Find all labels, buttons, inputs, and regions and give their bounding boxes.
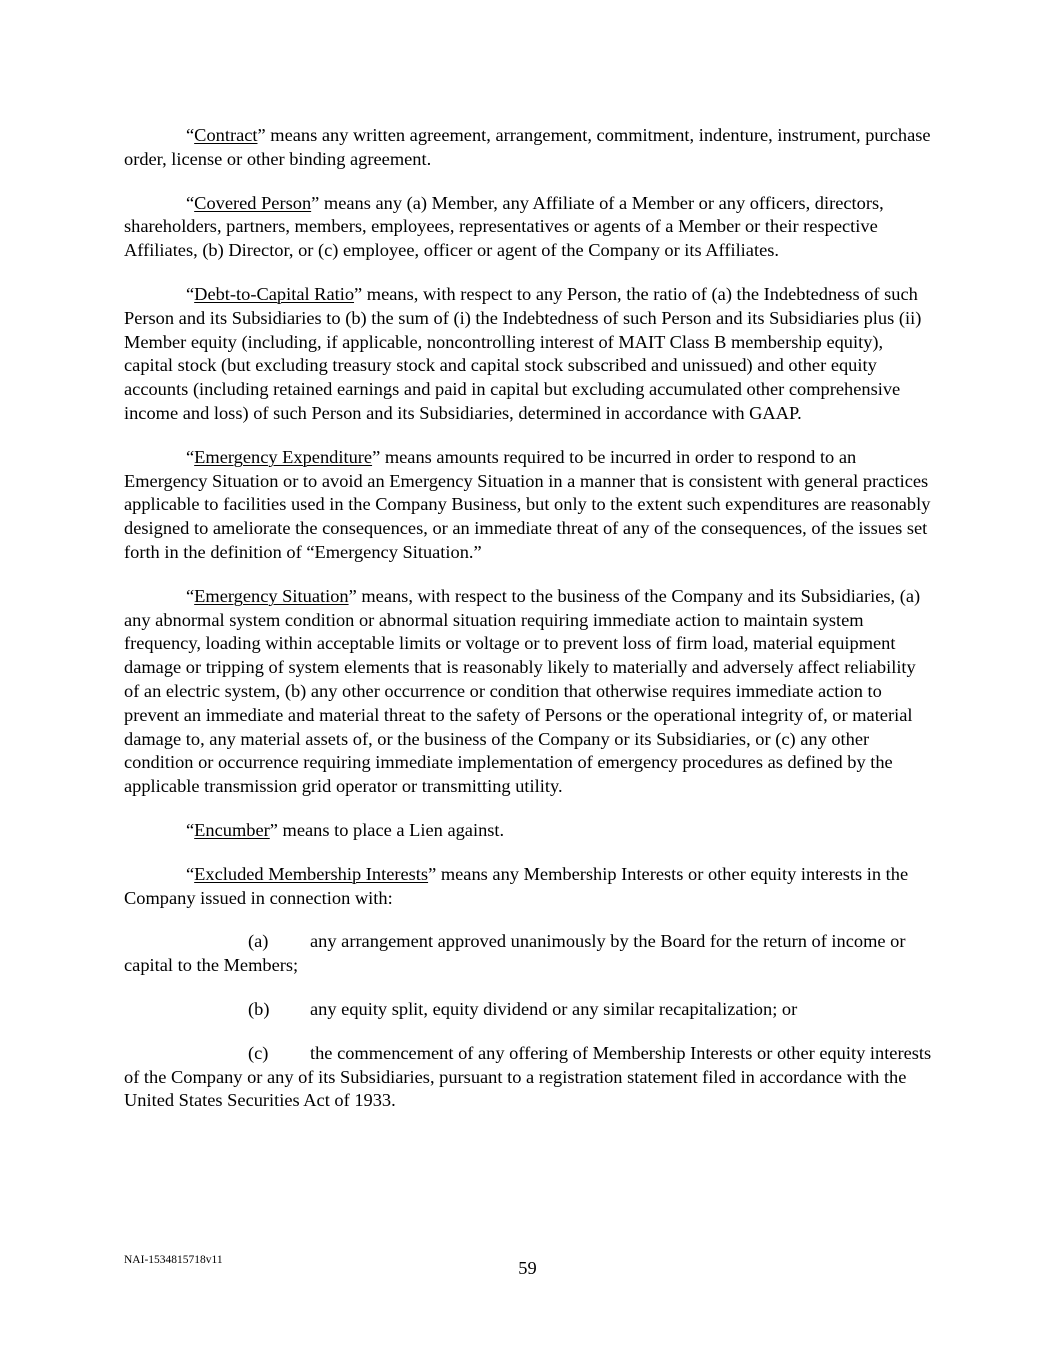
- definition-emergency-expenditure: “Emergency Expenditure” means amounts required to be incurred in order to respond to an Emergency Situation or to avoid an Emergency Situation in a manner that is consistent with general practices applicable to facilities used in the Company Business, but only to the extent such expenditures are reasonably designed to ameliorate the consequences, or an immediate threat of any of the consequences, of the issues set forth in the definition of “Emergency Situation.”: [124, 446, 931, 562]
- page-number: 59: [518, 1258, 537, 1278]
- definition-covered-person: “Covered Person” means any (a) Member, any Affiliate of a Member or any officers, directors, shareholders, partners, members, employees, representatives or agents of a Member or their respective Affiliates, (b) Director, or (c) employee, officer or agent of the Company or its Affiliates.: [124, 192, 884, 261]
- document-id: NAI-1534815718v11: [124, 1254, 223, 1266]
- defined-term: Encumber: [194, 819, 270, 840]
- subclause-label: (c): [248, 1042, 269, 1063]
- subclause-text: the commencement of any offering of Membership Interests or other equity interests of the Company or any of its Subsidiaries, pursuant to a registration statement filed in accordance with the United States Securities Act of 1933.: [124, 1042, 932, 1111]
- definition-text: ” means amounts required to be incurred in order to respond to an Emergency Situation or to avoid an Emergency Situation in a manner that is consistent with general practices applicable to facilities used in the Company Business, but only to the extent such expenditures are reasonably designed to ameliorate the consequences, or an immediate threat of any of the consequences, of the issues set forth in the definition of “Emergency Situation.”: [124, 446, 931, 562]
- subclause-text: any arrangement approved unanimously by the Board for the return of income or capital to the Members;: [124, 931, 906, 976]
- subclause-b: [124, 998, 934, 1022]
- definition-text: ” means, with respect to the business of the Company and its Subsidiaries, (a) any abnormal system condition or abnormal situation requiring immediate action to maintain system frequency, loading within acceptable limits or voltage or to prevent loss of firm load, material equipment damage or tripping of system elements that is reasonably likely to materially and adversely affect reliability of an electric system, (b) any other occurrence or condition that otherwise requires immediate action to prevent an immediate and material threat to the safety of Persons or the operational integrity of, or material damage to, any material assets of, or the business of the Company or its Subsidiaries, or (c) any other condition or occurrence requiring immediate implementation of emergency procedures as defined by the applicable transmission grid operator or transmitting utility.: [124, 585, 921, 797]
- definition-text: ” means any written agreement, arrangement, commitment, indenture, instrument, purchase order, license or other binding agreement.: [124, 125, 931, 169]
- definition-text: ” means, with respect to any Person, the ratio of (a) the Indebtedness of such Person and its Subsidiaries to (b) the sum of (i) the Indebtedness of such Person and its Subsidiaries plus (ii) Member equity (including, if applicable, noncontrolling interest of MAIT Class B membership equity), capital stock (but excluding treasury stock and capital stock subscribed and unissued) and other equity accounts (including retained earnings and paid in capital but excluding accumulated other comprehensive income and loss) of such Person and its Subsidiaries, determined in accordance with GAAP.: [124, 283, 922, 423]
- definition-encumber: “Encumber” means to place a Lien against.: [186, 819, 505, 840]
- subclause-label: (a): [248, 931, 269, 952]
- definition-debt-to-capital-ratio: “Debt-to-Capital Ratio” means, with respect to any Person, the ratio of (a) the Indebtedness of such Person and its Subsidiaries to (b) the sum of (i) the Indebtedness of such Person and its Subsidiaries plus (ii) Member equity (including, if applicable, noncontrolling interest of MAIT Class B membership equity), capital stock (but excluding treasury stock and capital stock subscribed and unissued) and other equity accounts (including retained earnings and paid in capital but excluding accumulated other comprehensive income and loss) of such Person and its Subsidiaries, determined in accordance with GAAP.: [124, 283, 922, 423]
- subclause-label: (b): [248, 998, 270, 1019]
- definition-contract: “Contract” means any written agreement, arrangement, commitment, indenture, instrument, purchase order, license or other binding agreement.: [124, 125, 931, 169]
- defined-term: Emergency Situation: [194, 585, 349, 606]
- subclause-a: [124, 930, 934, 978]
- definition-text: ” means any Membership Interests or other equity interests in the Company issued in connection with:: [124, 863, 909, 908]
- defined-term: Contract: [194, 125, 258, 145]
- definition-excluded-membership-interests: “Excluded Membership Interests” means any Membership Interests or other equity interests in the Company issued in connection with:: [124, 863, 909, 908]
- subclause-c: [124, 1042, 934, 1113]
- document-page: [124, 124, 934, 1133]
- defined-term: Emergency Expenditure: [194, 446, 373, 467]
- defined-term: Excluded Membership Interests: [194, 863, 429, 884]
- definition-text: ” means any (a) Member, any Affiliate of a Member or any officers, directors, shareholders, partners, members, employees, representatives or agents of a Member or their respective Affiliates, (b) Director, or (c) employee, officer or agent of the Company or its Affiliates.: [124, 192, 884, 261]
- defined-term: Covered Person: [194, 192, 312, 213]
- definition-emergency-situation: “Emergency Situation” means, with respect to the business of the Company and its Subsidiaries, (a) any abnormal system condition or abnormal situation requiring immediate action to maintain system frequency, loading within acceptable limits or voltage or to prevent loss of firm load, material equipment damage or tripping of system elements that is reasonably likely to materially and adversely affect reliability of an electric system, (b) any other occurrence or condition that otherwise requires immediate action to prevent an immediate and material threat to the safety of Persons or the operational integrity of, or material damage to, any material assets of, or the business of the Company or its Subsidiaries, or (c) any other condition or occurrence requiring immediate implementation of emergency procedures as defined by the applicable transmission grid operator or transmitting utility.: [124, 585, 921, 797]
- defined-term: Debt-to-Capital Ratio: [194, 283, 355, 304]
- subclause-text: any equity split, equity dividend or any similar recapitalization; or: [310, 998, 798, 1019]
- definition-text: ” means to place a Lien against.: [269, 819, 505, 840]
